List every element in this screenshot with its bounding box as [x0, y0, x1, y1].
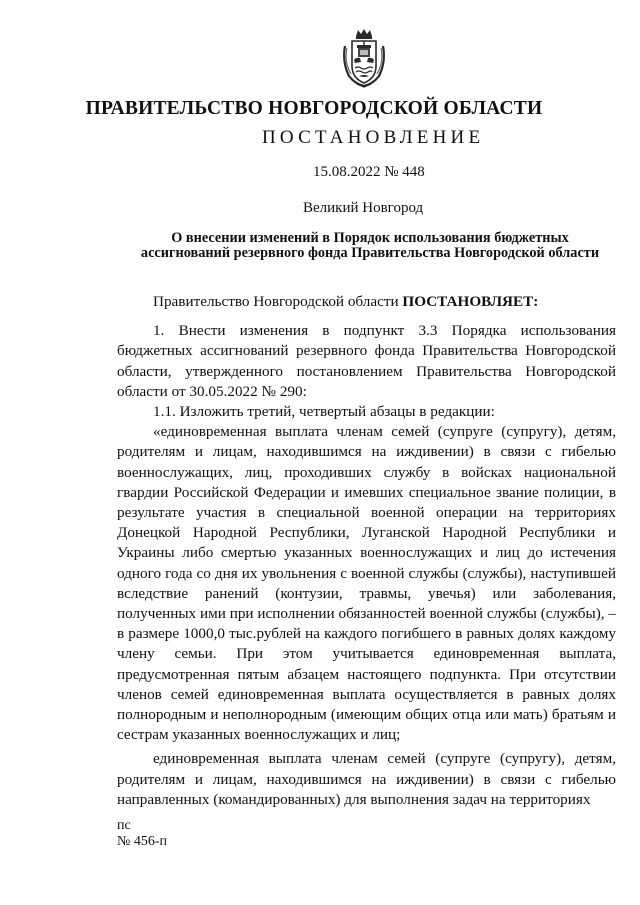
- paragraph-1-1: 1.1. Изложить третий, четвертый абзацы в редакции:: [153, 403, 495, 421]
- document-body: [117, 292, 616, 810]
- intro-text: Правительство Новгородской области: [153, 293, 403, 310]
- city-name: Великий Новгород: [303, 200, 424, 216]
- footer-initials: пс: [117, 818, 131, 833]
- document-type: ПОСТАНОВЛЕНИЕ: [262, 127, 485, 148]
- date-and-number: 15.08.2022 № 448: [313, 164, 425, 180]
- government-title: ПРАВИТЕЛЬСТВО НОВГОРОДСКОЙ ОБЛАСТИ: [85, 98, 543, 119]
- footer-mark: [117, 818, 167, 850]
- coat-of-arms-icon: [341, 28, 387, 90]
- paragraph-quote-2: единовременная выплата членам семей (супруге (супругу), детям, родителям и лицам, находившимся на иждивении) в связи с гибелью направленных (командированных) для выполнения задач на территориях: [117, 750, 616, 808]
- paragraph-1: 1. Внести изменения в подпункт 3.3 Порядка использования бюджетных ассигнований резервного фонда Правительства Новгородской области, утвержденного постановлением Правительства Новгородской области от 30.05.2022 № 290:: [117, 322, 616, 400]
- resolves-keyword: ПОСТАНОВЛЯЕТ:: [402, 293, 539, 310]
- intro-paragraph: [117, 292, 616, 312]
- document-subject: О внесении изменений в Порядок использования бюджетных ассигнований резервного фонда Правительства Новгородской области: [140, 230, 600, 261]
- paragraph-quote-1: «единовременная выплата членам семей (супруге (супругу), детям, родителям и лицам, находившимся на иждивении) в связи с гибелью военнослужащих, лиц, проходивших службу в войсках национальной гвардии Российской Федерации и имевших специальное звание полиции, в результате участия в специальной военной операции на территориях Донецкой Народной Республики, Луганской Народной Республики и Украины либо смертью указанных военнослужащих и лиц до истечения одного года со дня их увольнения с военной службы (службы), наступившей вследствие ранений (контузии, травмы, увечья) или заболевания, полученных ими при исполнении обязанностей военной службы (службы), – в размере 1000,0 тыс.рублей на каждого погибшего в равных долях каждому члену семьи. При этом учитывается единовременная выплата, предусмотренная пятым абзацем настоящего подпункта. При отсутствии членов семей единовременная выплата осуществляется в равных долях полнородным и неполнородным (имеющим общих отца или мать) братьям и сестрам указанных военнослужащих и лиц;: [117, 423, 616, 744]
- footer-number: № 456-п: [117, 834, 168, 849]
